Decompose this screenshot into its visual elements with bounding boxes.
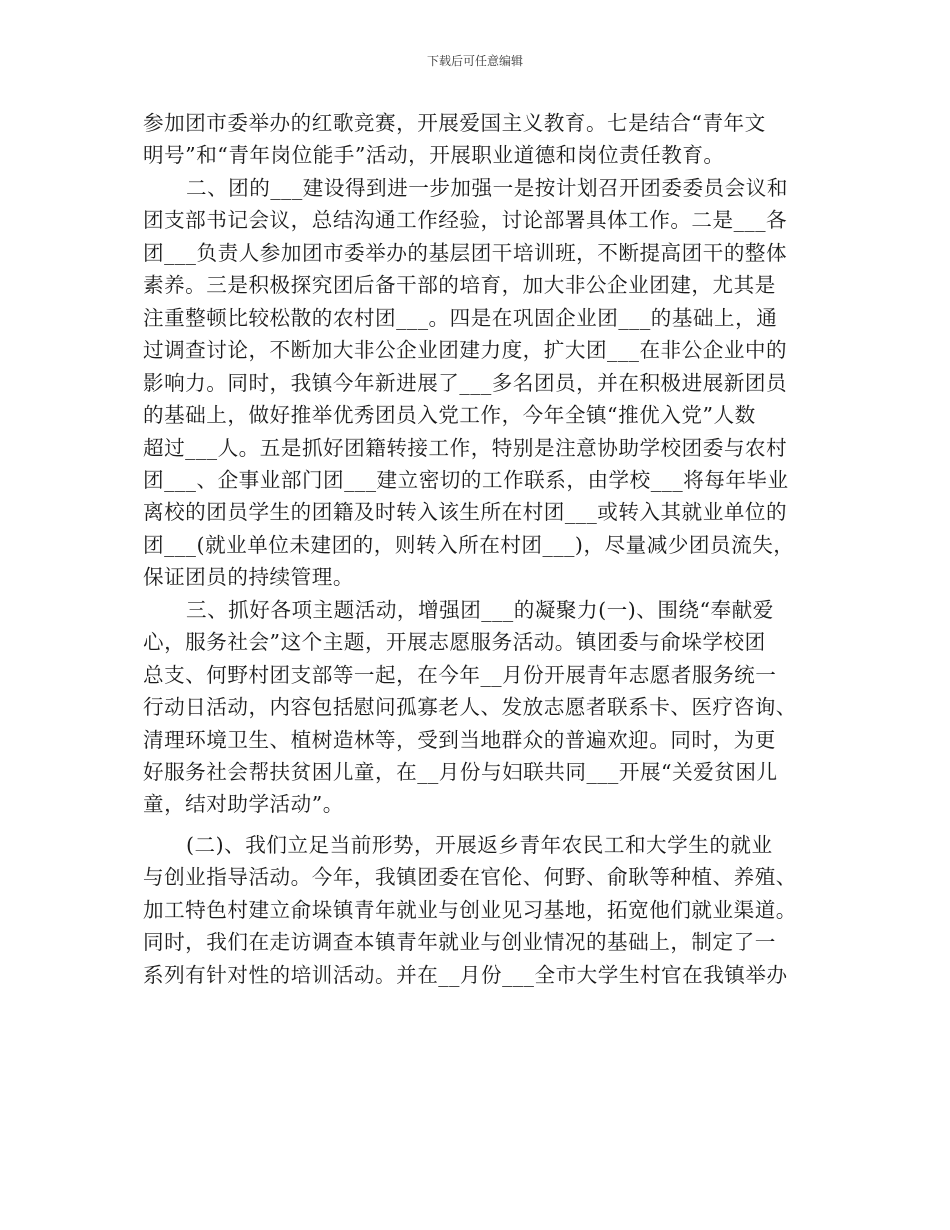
text-line: 的基础上，做好推举优秀团员入党工作，今年全镇“推优入党”人数	[143, 403, 756, 428]
text-line: 团___、企事业部门团___建立密切的工作联系，由学校___将每年毕业	[143, 467, 789, 492]
text-line: 团支部书记会议，总结沟通工作经验，讨论部署具体工作。二是___各	[143, 208, 788, 233]
text-line: 总支、何野村团支部等一起，在今年__月份开展青年志愿者服务统一	[143, 662, 777, 687]
text-line: 团___负责人参加团市委举办的基层团干培训班，不断提高团干的整体	[143, 240, 788, 265]
text-line: 离校的团员学生的团籍及时转入该生所在村团___或转入其就业单位的	[143, 500, 788, 525]
page-header: 下载后可任意编辑	[426, 54, 523, 68]
text-line: (二)、我们立足当前形势，开展返乡青年农民工和大学生的就业	[186, 832, 773, 857]
text-line: 系列有针对性的培训活动。并在__月份___全市大学生村官在我镇举办	[143, 962, 788, 987]
text-line: 素养。三是积极探究团后备干部的培育，加大非公企业团建，尤其是	[143, 273, 776, 298]
text-line: 影响力。同时，我镇今年新进展了___多名团员，并在积极进展新团员	[143, 370, 788, 395]
text-line: 团___(就业单位未建团的，则转入所在村团___)，尽量减少团员流失，	[143, 532, 795, 557]
text-line: 清理环境卫生、植树造林等，受到当地群众的普遍欢迎。同时，为更	[143, 727, 776, 752]
text-line: 三、抓好各项主题活动，增强团___的凝聚力(一)、围绕“奉献爱	[186, 597, 774, 622]
text-line: 行动日活动，内容包括慰问孤寡老人、发放志愿者联系卡、医疗咨询、	[143, 695, 797, 720]
text-line: 好服务社会帮扶贫困儿童，在__月份与妇联共同___开展“关爱贫困儿	[143, 760, 778, 784]
text-line: 二、团的___建设得到进一步加强一是按计划召开团委委员会议和	[186, 175, 788, 200]
text-line: 心，服务社会”这个主题，开展志愿服务活动。镇团委与俞垛学校团	[143, 630, 766, 655]
text-line: 与创业指导活动。今年，我镇团委在官伦、何野、俞耿等种植、养殖、	[143, 865, 797, 890]
text-line: 过调查讨论，不断加大非公企业团建力度，扩大团___在非公企业中的	[143, 338, 788, 363]
text-line: 同时，我们在走访调查本镇青年就业与创业情况的基础上，制定了一	[143, 930, 776, 955]
text-line: 加工特色村建立俞垛镇青年就业与创业见习基地，拓宽他们就业渠道。	[143, 897, 797, 922]
text-line: 注重整顿比较松散的农村团___。四是在巩固企业团___的基础上，通	[143, 305, 778, 330]
text-line: 明号”和“青年岗位能手”活动，开展职业道德和岗位责任教育。	[143, 143, 725, 168]
text-line: 超过___人。五是抓好团籍转接工作，特别是注意协助学校团委与农村	[143, 435, 788, 460]
text-line: 童，结对助学活动”。	[143, 792, 344, 817]
text-line: 保证团员的持续管理。	[143, 565, 354, 590]
text-line: 参加团市委举办的红歌竞赛，开展爱国主义教育。七是结合“青年文	[143, 111, 766, 135]
